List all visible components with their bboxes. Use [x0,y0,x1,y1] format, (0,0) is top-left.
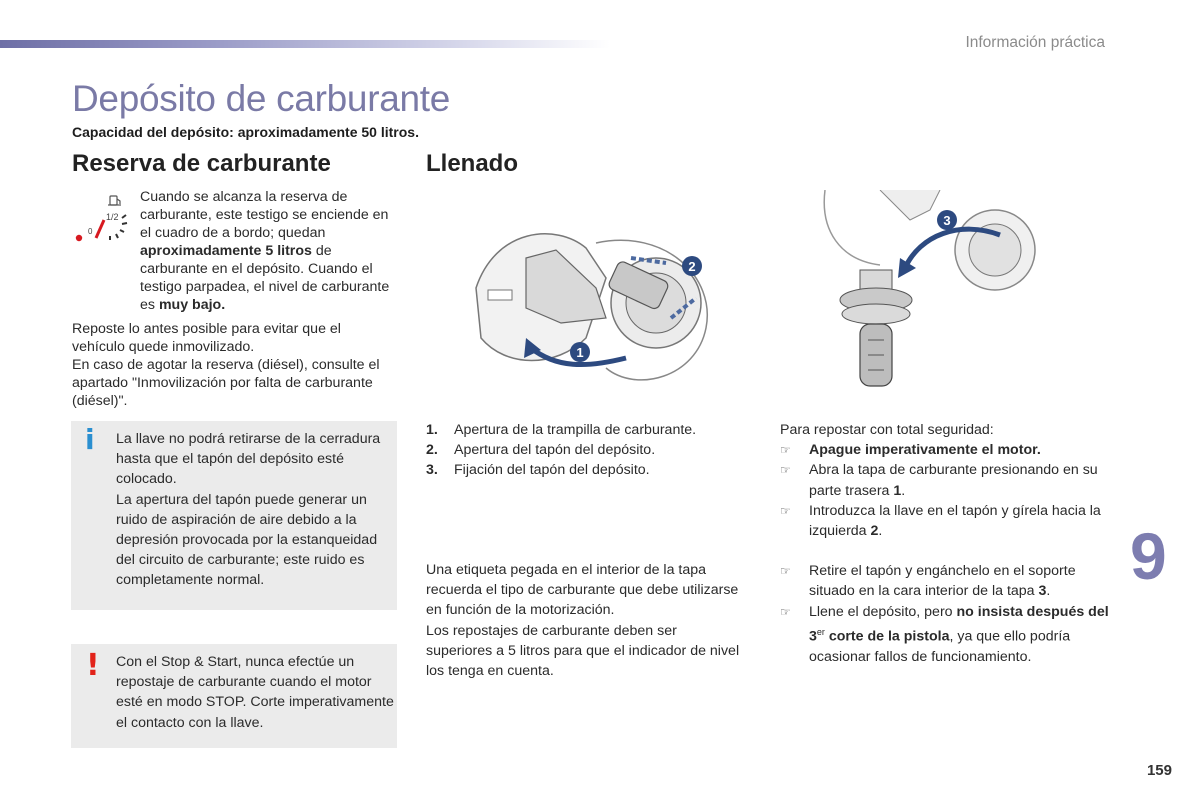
warning-box: ! Con el Stop & Start, nunca efectúe un repostaje de carburante cuando el motor esté en modo STOP. Corte imperativamente el contacto con la llave. [71,644,397,748]
info-box: i La llave no podrá retirarse de la cerradura hasta que el tapón del depósito esté colocado. La apertura del tapón puede generar un ruido de aspiración de aire debido a la depresión provocada por la estanqueidad del circuito de carburante; este ruido es completamente normal. [71,421,397,610]
gauge-zero-label: 0 [88,227,93,236]
fuel-gauge-icon [72,190,134,252]
bullet-pointer-icon: ☞ [780,604,791,619]
safety-instructions: Para repostar con total seguridad: ☞ Apague imperativamente el motor. ☞ Abra la tapa de carburante presionando en su parte trasera 1. ☞ Introduzca la llave en el tapón y gírela hacia la izquierda 2. ☞ Retire el tapón y engánchelo en el soporte situado en la cara interior de la tapa 3. ☞ Llene el depósito, pero no insista después del 3er corte de la pistola, ya que ello podría ocasionar fallos de funcionamiento. [780,420,1110,667]
fuel-flap-illustration [466,218,720,394]
bullet-pointer-icon: ☞ [780,443,791,458]
page-number: 159 [1146,762,1172,779]
filling-heading: Llenado [426,150,519,177]
page-title: Depósito de carburante [72,78,451,119]
reserve-note: Reposte lo antes posible para evitar que el vehículo quede inmovilizado. En caso de agotar la reserva (diésel), consulte el apartado "Inmovilización por falta de carburante (diésel)". [72,321,380,409]
reserve-heading: Reserva de carburante [72,150,331,177]
header-accent-bar [0,40,610,48]
bullet-pointer-icon: ☞ [780,564,791,579]
list-item: ☞ Retire el tapón y engánchelo en el soporte situado en la cara interior de la tapa 3. [780,563,1076,600]
chapter-number: 9 [1130,519,1167,593]
bullet-pointer-icon: ☞ [780,503,791,518]
gauge-half-label: 1/2 [106,212,119,222]
list-item: ☞ Introduzca la llave en el tapón y gírela hacia la izquierda 2. [780,502,1101,540]
fuel-cap-illustration [820,190,1036,398]
warning-icon: ! [86,648,100,683]
list-item: 1. Apertura de la trampilla de carburante. [426,422,697,438]
svg-text:1: 1 [576,345,584,360]
list-item: 2. Apertura del tapón del depósito. [426,442,656,458]
info-icon: i [85,423,95,456]
reserve-description: Cuando se alcanza la reserva de carburante, este testigo se enciende en el cuadro de a bordo; quedan aproximadamente 5 litros de carburante en el depósito. Cuando el testigo parpadea, el nivel de carburante es muy bajo. [140,189,390,313]
fuel-label-note: Una etiqueta pegada en el interior de la tapa recuerda el tipo de carburante que debe utilizarse en función de la motorización. Los repostajes de carburante deben ser superiores a 5 litros para que el indicador de nivel los tenga en cuenta. [426,562,740,680]
filling-steps [426,420,746,480]
section-header: Información práctica [965,34,1105,51]
list-item: ☞ Abra la tapa de carburante presionando en su parte trasera 1. [780,462,1098,499]
list-item: 3. Fijación del tapón del depósito. [426,462,650,478]
list-item: ☞ Apague imperativamente el motor. [780,440,1110,460]
svg-text:3: 3 [943,213,951,228]
svg-text:2: 2 [688,259,696,274]
list-item: ☞ Llene el depósito, pero no insista después del 3er corte de la pistola, ya que ello podría ocasionar fallos de funcionamiento. [780,603,1109,665]
fuel-pump-icon [108,196,120,206]
tank-capacity: Capacidad del depósito: aproximadamente 50 litros. [72,124,419,140]
bullet-pointer-icon: ☞ [780,463,791,478]
